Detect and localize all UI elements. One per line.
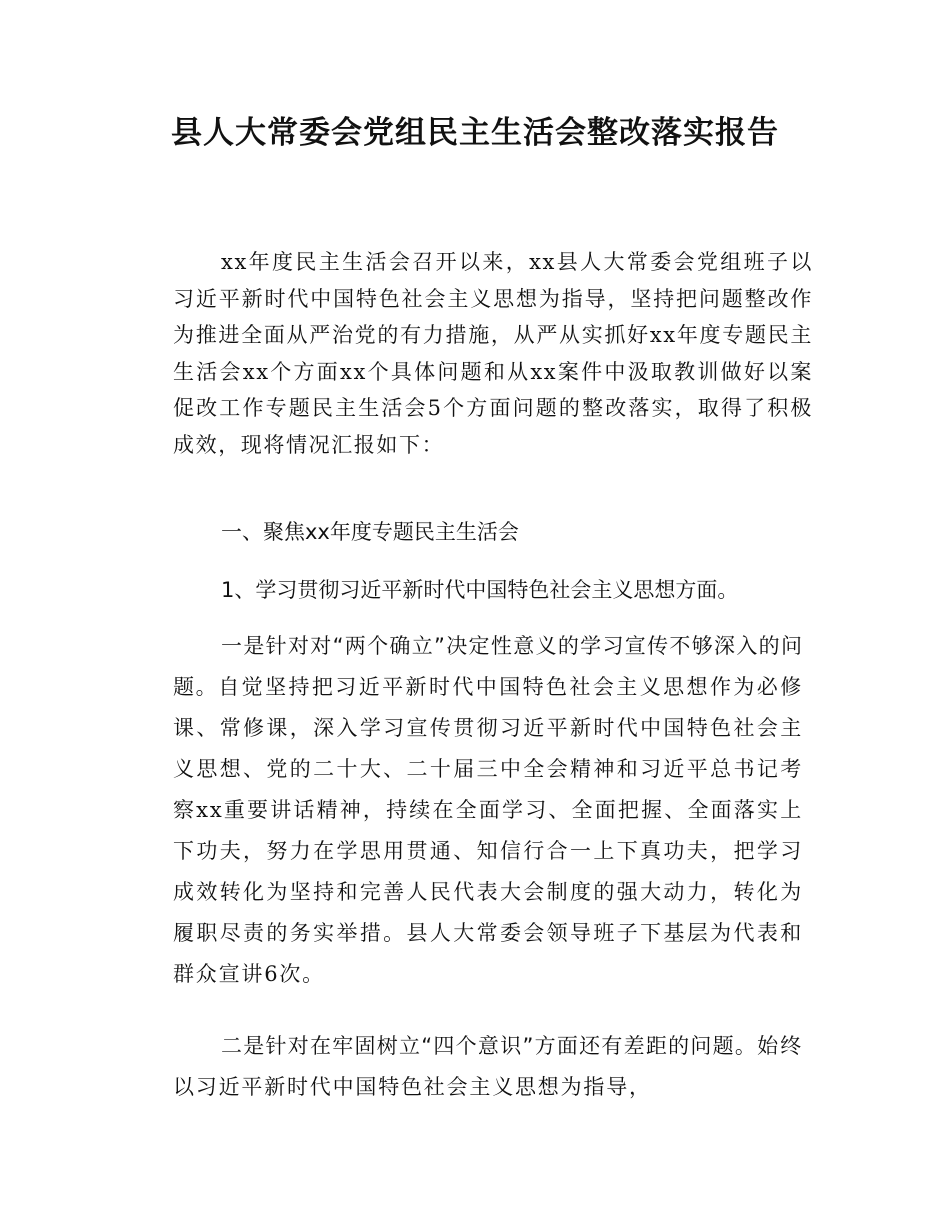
- item-paragraph-1: [173, 626, 803, 995]
- intro-paragraph: xx年度民主生活会召开以来，xx县人大常委会党组班子以习近平新时代中国特色社会主义思想为指导，坚持把问题整改作为推进全面从严治党的有力措施，从严从实抓好xx年度专题民主生活会xx个方面xx个具体问题和从xx案件中汲取教训做好以案促改工作专题民主生活会5个方面问题的整改落实，取得了积极成效，现将情况汇报如下：: [173, 250, 813, 457]
- subsection-heading: 1、学习贯彻习近平新时代中国特色社会主义思想方面。: [221, 578, 739, 602]
- item-1-lead: 一是针对对“两个确立”决定性意义的学习宣传不够深入的问题。: [173, 634, 803, 699]
- item-paragraph-2: [173, 1026, 803, 1108]
- document-title: 县人大常委会党组民主生活会整改落实报告: [171, 115, 779, 151]
- item-1-text: 自觉坚持把习近平新时代中国特色社会主义思想作为必修课、常修课，深入学习宣传贯彻习近平新时代中国特色社会主义思想、党的二十大、二十届三中全会精神和习近平总书记考察xx重要讲话精神，持续在全面学习、全面把握、全面落实上下功夫，努力在学思用贯通、知信行合一上下真功夫，把学习成效转化为坚持和完善人民代表大会制度的强大动力，转化为履职尽责的务实举措。县人大常委会领导班子下基层为代表和群众宣讲6次。: [173, 675, 804, 986]
- item-2-text: 始终以习近平新时代中国特色社会主义思想为指导，: [173, 1034, 803, 1099]
- section-heading: 一、聚焦xx年度专题民主生活会: [221, 520, 519, 544]
- item-2-lead: 二是针对在牢固树立“四个意识”方面还有差距的问题。: [221, 1034, 758, 1058]
